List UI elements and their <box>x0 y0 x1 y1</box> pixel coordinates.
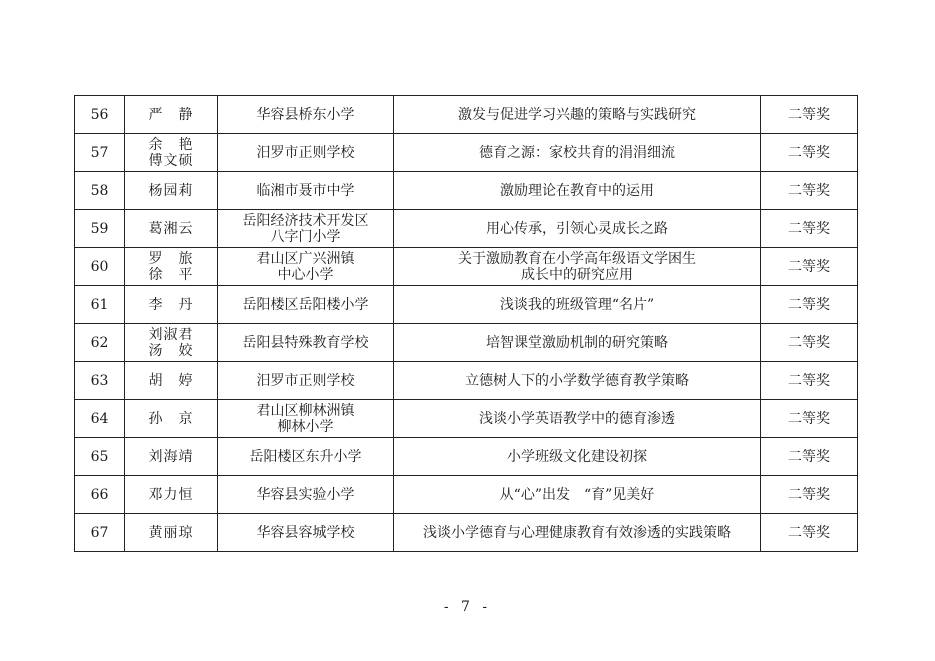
school-cell <box>218 96 394 134</box>
paper-title-line: 小学班级文化建设初探 <box>507 448 647 465</box>
row-number-cell: 66 <box>75 476 125 514</box>
award-level-cell: 二等奖 <box>761 96 858 134</box>
author-names-line: 傅文硕 <box>148 152 194 169</box>
paper-title-cell <box>394 400 761 438</box>
school-line: 君山区柳林洲镇 <box>256 402 355 419</box>
award-level-cell: 二等奖 <box>761 438 858 476</box>
paper-title-line: 从“心”出发 “育”见美好 <box>499 486 655 503</box>
school-cell <box>218 248 394 286</box>
table-row <box>75 362 858 400</box>
school-line: 八字门小学 <box>270 228 341 245</box>
school-line: 华容县桥东小学 <box>256 106 355 123</box>
paper-title-line: 培智课堂激励机制的研究策略 <box>486 334 668 351</box>
paper-title-line: 浅谈我的班级管理“名片” <box>499 296 655 313</box>
paper-title-cell <box>394 210 761 248</box>
row-number-cell: 60 <box>75 248 125 286</box>
school-cell <box>218 400 394 438</box>
table-row <box>75 324 858 362</box>
table-row <box>75 476 858 514</box>
author-names-line: 杨园莉 <box>148 182 194 199</box>
paper-title-line: 用心传承，引领心灵成长之路 <box>486 220 668 237</box>
page-number: - 7 - <box>443 599 492 615</box>
school-line: 君山区广兴洲镇 <box>256 250 355 267</box>
table-row <box>75 172 858 210</box>
author-names-line: 余 艳 <box>148 136 194 153</box>
author-names-line: 李 丹 <box>148 296 194 313</box>
award-table <box>74 95 858 552</box>
author-names-cell <box>125 438 218 476</box>
paper-title-line: 成长中的研究应用 <box>521 266 633 283</box>
school-cell <box>218 476 394 514</box>
school-line: 柳林小学 <box>277 418 334 435</box>
row-number-cell: 56 <box>75 96 125 134</box>
author-names-cell <box>125 172 218 210</box>
table-row <box>75 286 858 324</box>
paper-title-line: 浅谈小学英语教学中的德育渗透 <box>479 410 675 427</box>
author-names-line: 罗 旅 <box>148 250 194 267</box>
award-level-cell: 二等奖 <box>761 324 858 362</box>
school-line: 汨罗市正则学校 <box>256 372 355 389</box>
table-row <box>75 438 858 476</box>
author-names-line: 刘海靖 <box>148 448 194 465</box>
table-row <box>75 400 858 438</box>
school-cell <box>218 324 394 362</box>
award-level-cell: 二等奖 <box>761 286 858 324</box>
row-number-cell: 58 <box>75 172 125 210</box>
paper-title-cell <box>394 476 761 514</box>
paper-title-line: 德育之源：家校共育的涓涓细流 <box>479 144 675 161</box>
author-names-cell <box>125 514 218 552</box>
award-level-cell: 二等奖 <box>761 134 858 172</box>
author-names-line: 徐 平 <box>148 266 194 283</box>
school-cell <box>218 210 394 248</box>
award-table-body <box>75 96 858 552</box>
paper-title-cell <box>394 248 761 286</box>
row-number-cell: 57 <box>75 134 125 172</box>
school-line: 临湘市聂市中学 <box>256 182 355 199</box>
award-level-cell: 二等奖 <box>761 210 858 248</box>
row-number-cell: 65 <box>75 438 125 476</box>
school-cell <box>218 172 394 210</box>
school-line: 岳阳楼区岳阳楼小学 <box>242 296 369 313</box>
author-names-cell <box>125 400 218 438</box>
paper-title-line: 关于激励教育在小学高年级语文学困生 <box>458 250 696 267</box>
school-line: 岳阳经济技术开发区 <box>242 212 369 229</box>
school-cell <box>218 514 394 552</box>
paper-title-line: 立德树人下的小学数学德育教学策略 <box>465 372 689 389</box>
author-names-cell <box>125 476 218 514</box>
award-level-cell: 二等奖 <box>761 400 858 438</box>
school-line: 岳阳县特殊教育学校 <box>242 334 369 351</box>
author-names-line: 刘淑君 <box>148 326 194 343</box>
paper-title-cell <box>394 134 761 172</box>
school-cell <box>218 134 394 172</box>
paper-title-line: 浅谈小学德育与心理健康教育有效渗透的实践策略 <box>423 524 731 541</box>
paper-title-cell <box>394 324 761 362</box>
paper-title-cell <box>394 96 761 134</box>
school-line: 汨罗市正则学校 <box>256 144 355 161</box>
award-level-cell: 二等奖 <box>761 514 858 552</box>
author-names-cell <box>125 248 218 286</box>
award-level-cell: 二等奖 <box>761 248 858 286</box>
row-number-cell: 67 <box>75 514 125 552</box>
school-cell <box>218 286 394 324</box>
author-names-cell <box>125 134 218 172</box>
author-names-cell <box>125 362 218 400</box>
table-row <box>75 96 858 134</box>
table-row <box>75 210 858 248</box>
author-names-line: 胡 婷 <box>148 372 194 389</box>
school-line: 华容县容城学校 <box>256 524 355 541</box>
author-names-line: 黄丽琼 <box>148 524 194 541</box>
author-names-line: 汤 姣 <box>148 342 194 359</box>
row-number-cell: 63 <box>75 362 125 400</box>
award-level-cell: 二等奖 <box>761 172 858 210</box>
school-cell <box>218 438 394 476</box>
author-names-cell <box>125 286 218 324</box>
author-names-cell <box>125 96 218 134</box>
paper-title-cell <box>394 286 761 324</box>
row-number-cell: 59 <box>75 210 125 248</box>
author-names-line: 孙 京 <box>148 410 194 427</box>
paper-title-cell <box>394 172 761 210</box>
table-row <box>75 514 858 552</box>
paper-title-cell <box>394 438 761 476</box>
paper-title-cell <box>394 514 761 552</box>
author-names-line: 严 静 <box>148 106 194 123</box>
row-number-cell: 62 <box>75 324 125 362</box>
table-row <box>75 134 858 172</box>
paper-title-cell <box>394 362 761 400</box>
school-line: 华容县实验小学 <box>256 486 355 503</box>
author-names-cell <box>125 324 218 362</box>
author-names-line: 邓力恒 <box>148 486 194 503</box>
table-row <box>75 248 858 286</box>
author-names-line: 葛湘云 <box>148 220 194 237</box>
school-line: 岳阳楼区东升小学 <box>249 448 362 465</box>
school-cell <box>218 362 394 400</box>
paper-title-line: 激励理论在教育中的运用 <box>500 182 654 199</box>
paper-title-line: 激发与促进学习兴趣的策略与实践研究 <box>458 106 696 123</box>
school-line: 中心小学 <box>277 266 334 283</box>
author-names-cell <box>125 210 218 248</box>
row-number-cell: 61 <box>75 286 125 324</box>
award-level-cell: 二等奖 <box>761 476 858 514</box>
row-number-cell: 64 <box>75 400 125 438</box>
award-level-cell: 二等奖 <box>761 362 858 400</box>
